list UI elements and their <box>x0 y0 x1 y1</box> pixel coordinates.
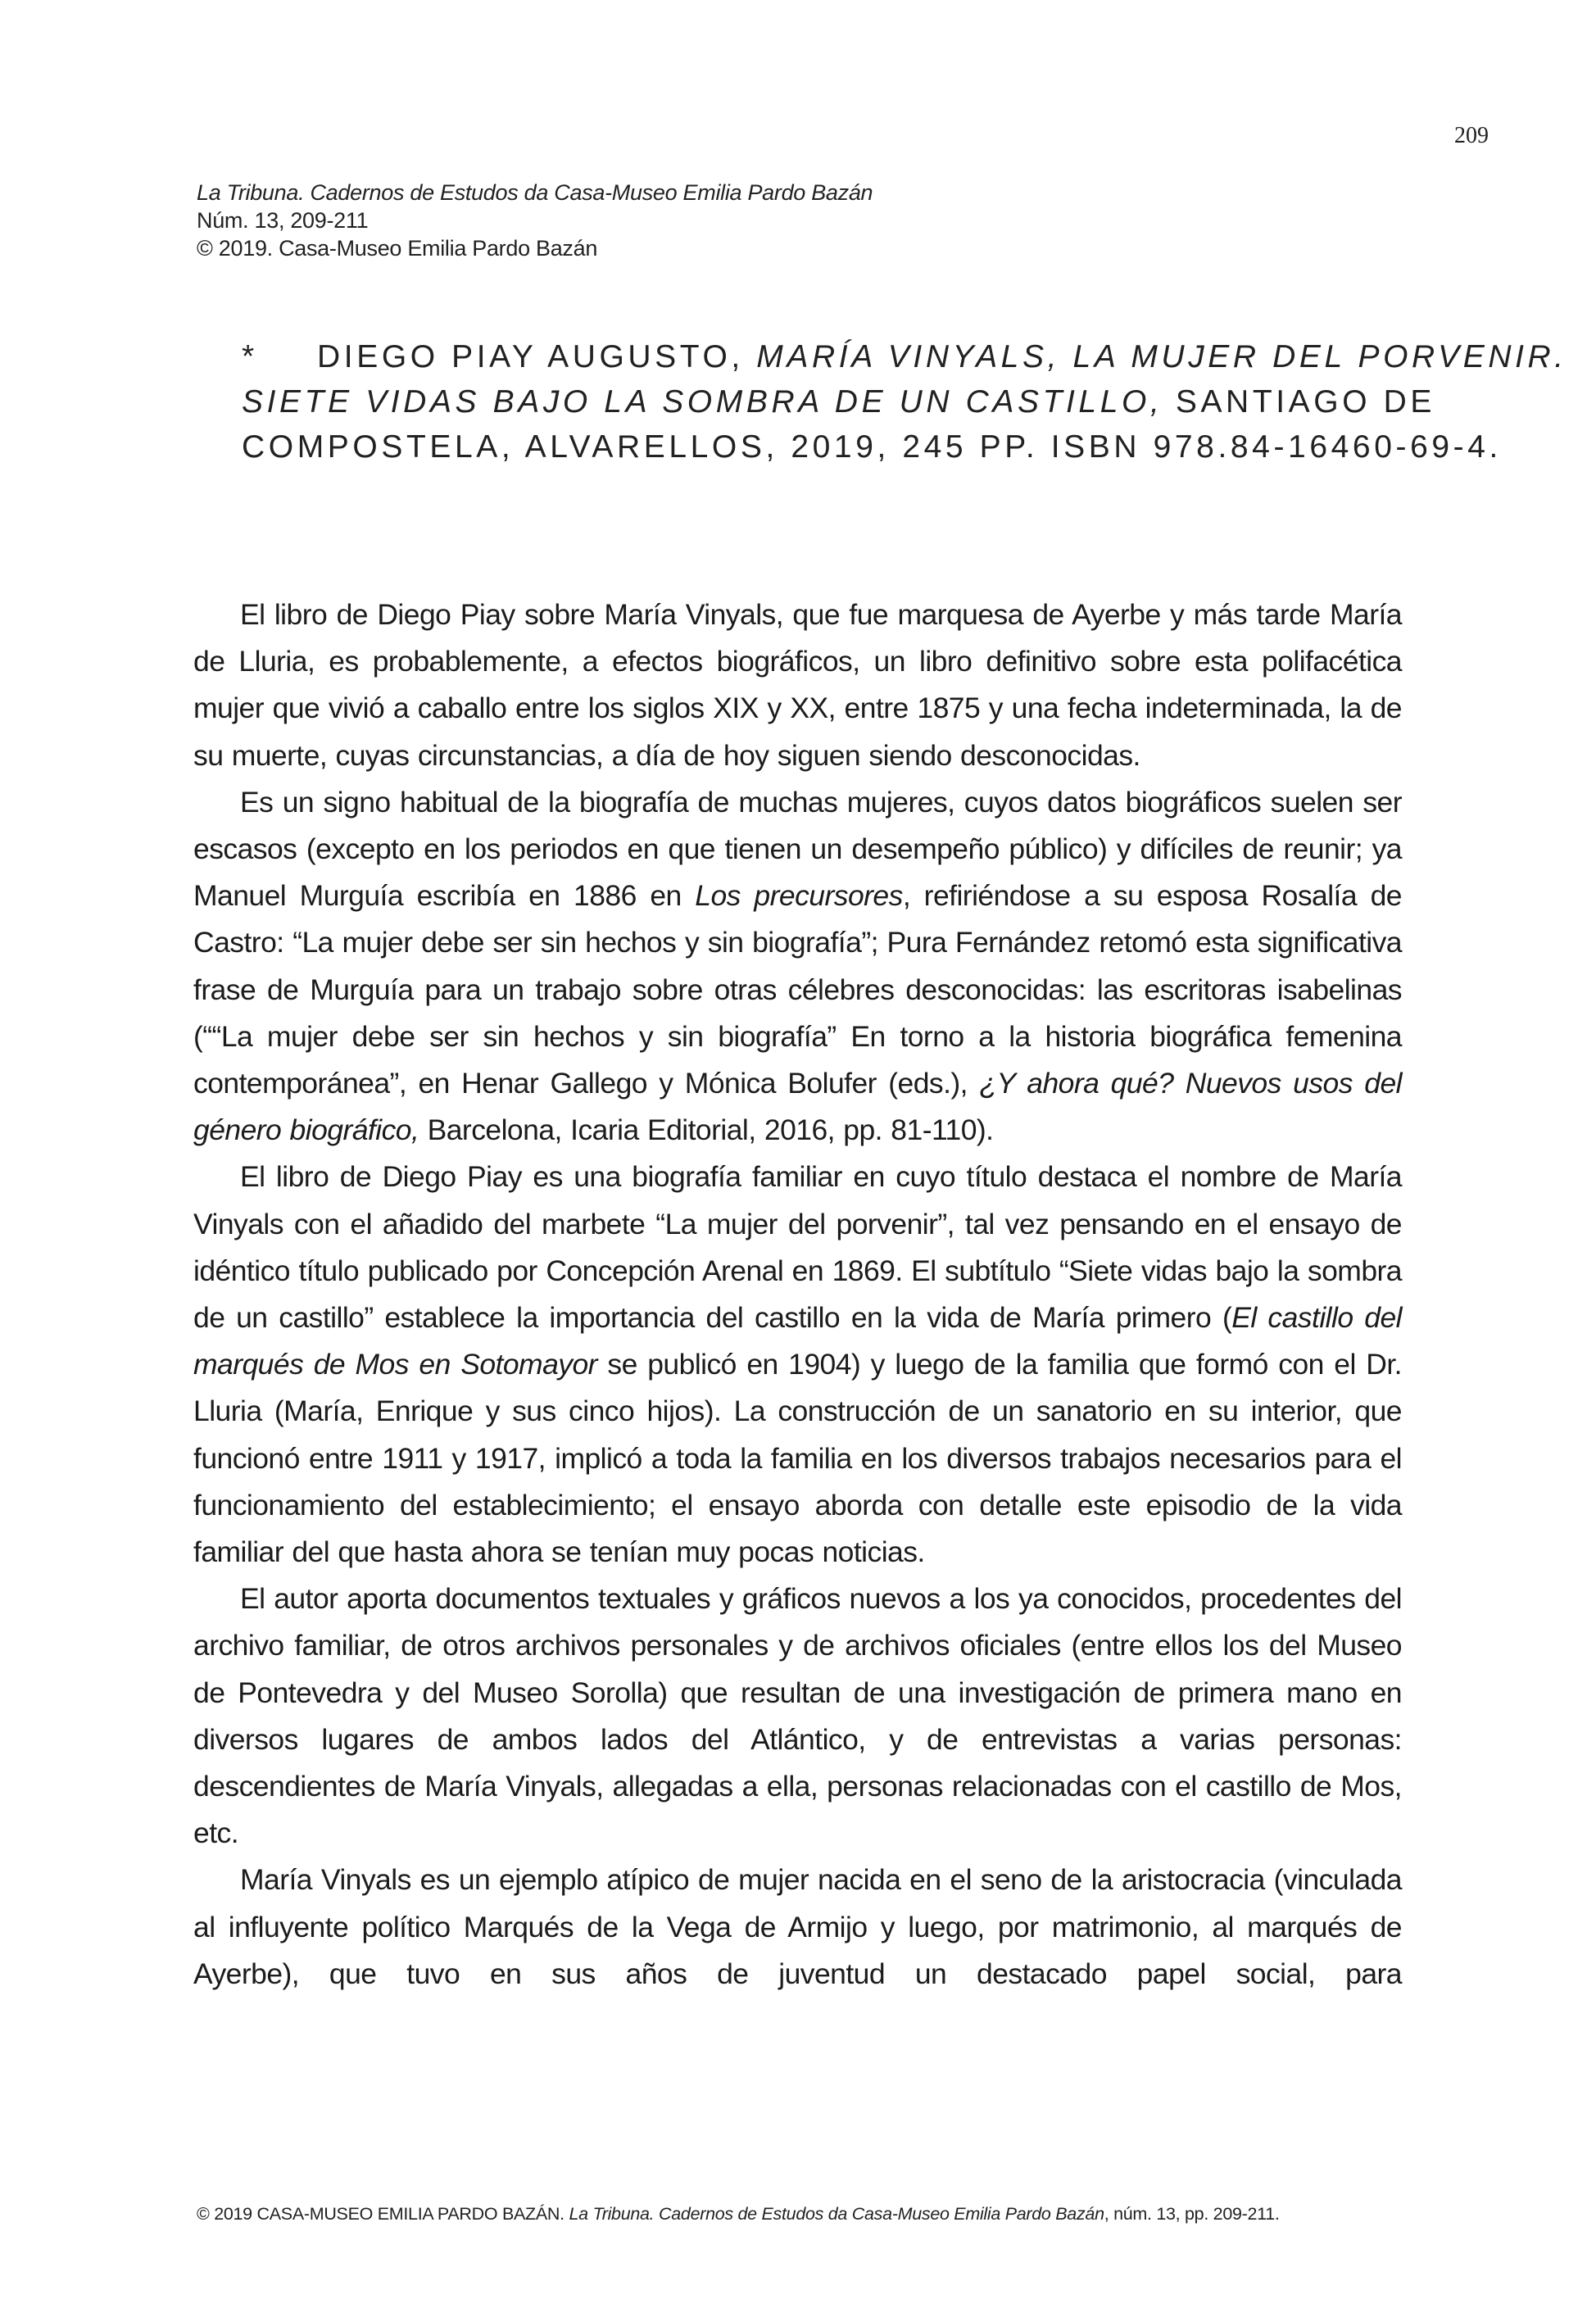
footer-journal-title: La Tribuna. Cadernos de Estudos da Casa-Museo Emilia Pardo Bazán <box>569 2204 1104 2224</box>
cited-title: El castillo del marqués de Mos en Sotomayor <box>193 1301 1402 1381</box>
paragraph-text: se publicó en 1904) y luego de la familia que formó con el Dr. Lluria (María, Enrique y sus cinco hijos). La construcción de un sanatorio en su interior, que funcionó entre 1911 y 1917, implicó a toda la familia en los diversos trabajos necesarios para el funcionamiento del establecimiento; el ensayo aborda con detalle este episodio de la vida familiar del que hasta ahora se tenían muy pocas noticias. <box>193 1348 1402 1569</box>
paragraph-text: El libro de Diego Piay es una biografía familiar en cuyo título destaca el nombre de María Vinyals con el añadido del marbete “La mujer del porvenir”, tal vez pensando en el ensayo de idéntico título publicado por Concepción Arenal en 1869. El subtítulo “Siete vidas bajo la sombra de un castillo” establece la importancia del castillo en la vida de María primero ( <box>193 1160 1402 1335</box>
page-footer <box>197 2204 1280 2224</box>
paragraph-text: , refiriéndose a su esposa Rosalía de Castro: “La mujer debe ser sin hechos y sin biografía”; Pura Fernández retomó esta significativa frase de Murguía para un trabajo sobre otras célebres desconocidas: las escritoras isabelinas (““La mujer debe ser sin hechos y sin biografía” En torno a la historia biográfica femenina contemporánea”, en Henar Gallego y Mónica Bolufer (eds.), <box>193 879 1402 1100</box>
paragraph <box>193 779 1402 1154</box>
footnote-asterisk: * <box>242 339 258 374</box>
review-body <box>193 592 1402 1998</box>
book-title-part-1: MARÍA VINYALS, LA MUJER DEL PORVENIR. <box>756 339 1567 374</box>
paragraph-text: Barcelona, Icaria Editorial, 2016, pp. 81-110). <box>419 1113 994 1147</box>
review-title <box>242 334 1567 469</box>
page-number: 209 <box>1454 123 1489 148</box>
paragraph-text: Es un signo habitual de la biografía de muchas mujeres, cuyos datos biográficos suelen ser escasos (excepto en los periodos en que tienen un desempeño público) y difíciles de reunir; ya Manuel Murguía escribía en 1886 en <box>193 785 1402 913</box>
paragraph: María Vinyals es un ejemplo atípico de mujer nacida en el seno de la aristocracia (vinculada al influyente político Marqués de la Vega de Armijo y luego, por matrimonio, al marqués de Ayerbe), que tuvo en sus años de juventud un destacado papel social, para <box>193 1863 1402 1990</box>
paragraph <box>193 1154 1402 1576</box>
cited-title: Los precursores <box>695 879 903 913</box>
journal-issue: Núm. 13, 209-211 <box>197 208 369 233</box>
footer-copyright: © 2019 CASA-MUSEO EMILIA PARDO BAZÁN. <box>197 2204 569 2224</box>
publication-place: SANTIAGO DE <box>1175 384 1435 420</box>
journal-header <box>197 179 873 262</box>
review-title-line-1 <box>242 334 1567 379</box>
journal-copyright: © 2019. Casa-Museo Emilia Pardo Bazán <box>197 236 598 261</box>
footer-citation: , núm. 13, pp. 209-211. <box>1104 2204 1280 2224</box>
book-title-part-2: SIETE VIDAS BAJO LA SOMBRA DE UN CASTILLO, <box>242 384 1163 420</box>
review-title-line-3: COMPOSTELA, ALVARELLOS, 2019, 245 PP. ISBN 978.84-16460-69-4. <box>242 429 1502 465</box>
review-title-line-2 <box>242 379 1435 424</box>
paragraph: El autor aporta documentos textuales y gráficos nuevos a los ya conocidos, procedentes del archivo familiar, de otros archivos personales y de archivos oficiales (entre ellos los del Museo de Pontevedra y del Museo Sorolla) que resultan de una investigación de primera mano en diversos lugares de ambos lados del Atlántico, y de entrevistas a varias personas: descendientes de María Vinyals, allegadas a ella, personas relacionadas con el castillo de Mos, etc. <box>193 1582 1402 1850</box>
journal-title: La Tribuna. Cadernos de Estudos da Casa-Museo Emilia Pardo Bazán <box>197 180 873 205</box>
cited-title: ¿Y ahora qué? Nuevos usos del género biográfico, <box>193 1067 1402 1147</box>
review-author: DIEGO PIAY AUGUSTO, <box>317 339 744 374</box>
paragraph: El libro de Diego Piay sobre María Vinyals, que fue marquesa de Ayerbe y más tarde María de Lluria, es probablemente, a efectos biográficos, un libro definitivo sobre esta polifacética mujer que vivió a caballo entre los siglos XIX y XX, entre 1875 y una fecha indeterminada, la de su muerte, cuyas circunstancias, a día de hoy siguen siendo desconocidas. <box>193 598 1402 772</box>
